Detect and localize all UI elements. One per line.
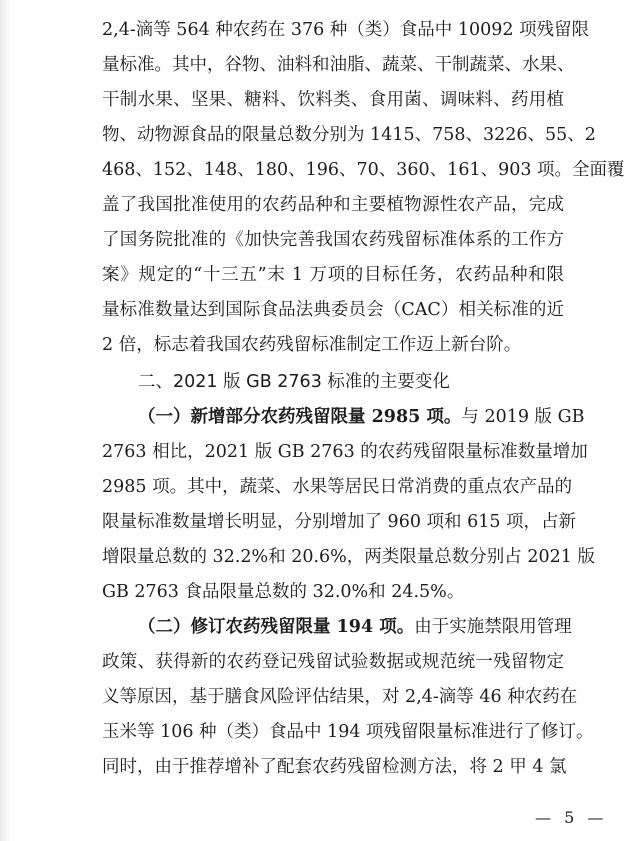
paragraph-2-lead: （一）新增部分农药残留限量 2985 项。 <box>138 407 462 427</box>
paragraph-1-line-4: 物、动物源食品的限量总数分别为 1415、758、3226、55、2 <box>102 125 596 145</box>
paragraph-1-line-8: 案》规定的“十三五”末 1 万项的目标任务，农药品种和限 <box>102 265 564 285</box>
paragraph-3-lead-rest: 由于实施禁限用管理 <box>414 617 572 637</box>
paragraph-2-line-6: GB 2763 食品限量总数的 32.0%和 24.5%。 <box>102 582 465 602</box>
paragraph-2-line-4: 限量标准数量增长明显，分别增加了 960 项和 615 项，占新 <box>102 512 577 532</box>
paragraph-2-line-3: 2985 项。其中，蔬菜、水果等居民日常消费的重点农产品的 <box>102 477 573 497</box>
paragraph-1-line-1: 2,4-滴等 564 种农药在 376 种（类）食品中 10092 项残留限 <box>102 20 590 40</box>
paragraph-2-line-2: 2763 相比，2021 版 GB 2763 的农药残留限量标准数量增加 <box>102 442 588 462</box>
page-number: — 5 — <box>535 808 608 827</box>
paragraph-2-line-5: 增限量总数的 32.2%和 20.6%，两类限量总数分别占 2021 版 <box>102 547 595 567</box>
section-heading: 二、2021 版 GB 2763 标准的主要变化 <box>138 372 450 392</box>
paragraph-1-line-3: 干制水果、坚果、糖料、饮料类、食用菌、调味料、药用植 <box>102 90 564 110</box>
paragraph-1-line-6: 盖了我国批准使用的农药品种和主要植物源性农产品，完成 <box>102 195 564 215</box>
paragraph-3-line-1 <box>138 610 572 644</box>
paragraph-3-line-3: 义等原因，基于膳食风险评估结果，对 2,4-滴等 46 种农药在 <box>102 687 578 707</box>
page-edge-shadow <box>0 0 10 841</box>
paragraph-1-line-10: 2 倍，标志着我国农药残留标准制定工作迈上新台阶。 <box>102 335 522 355</box>
paragraph-3-line-2: 政策、获得新的农药登记残留试验数据或规范统一残留物定 <box>102 652 564 672</box>
paragraph-2-line-1 <box>138 400 585 434</box>
paragraph-3-line-4: 玉米等 106 种（类）食品中 194 项残留限量标准进行了修订。 <box>102 722 594 742</box>
paragraph-1-line-2: 量标准。其中，谷物、油料和油脂、蔬菜、干制蔬菜、水果、 <box>102 55 575 75</box>
paragraph-2-lead-rest: 与 2019 版 GB <box>461 407 585 427</box>
paragraph-1-line-5: 468、152、148、180、196、70、360、161、903 项。全面覆 <box>102 160 625 180</box>
paragraph-3-line-5: 同时，由于推荐增补了配套农药残留检测方法，将 2 甲 4 氯 <box>102 757 567 777</box>
paragraph-1-line-9: 量标准数量达到国际食品法典委员会（CAC）相关标准的近 <box>102 300 564 320</box>
paragraph-1-line-7: 了国务院批准的《加快完善我国农药残留标准体系的工作方 <box>102 230 564 250</box>
paragraph-3-lead: （二）修订农药残留限量 194 项。 <box>138 617 415 637</box>
